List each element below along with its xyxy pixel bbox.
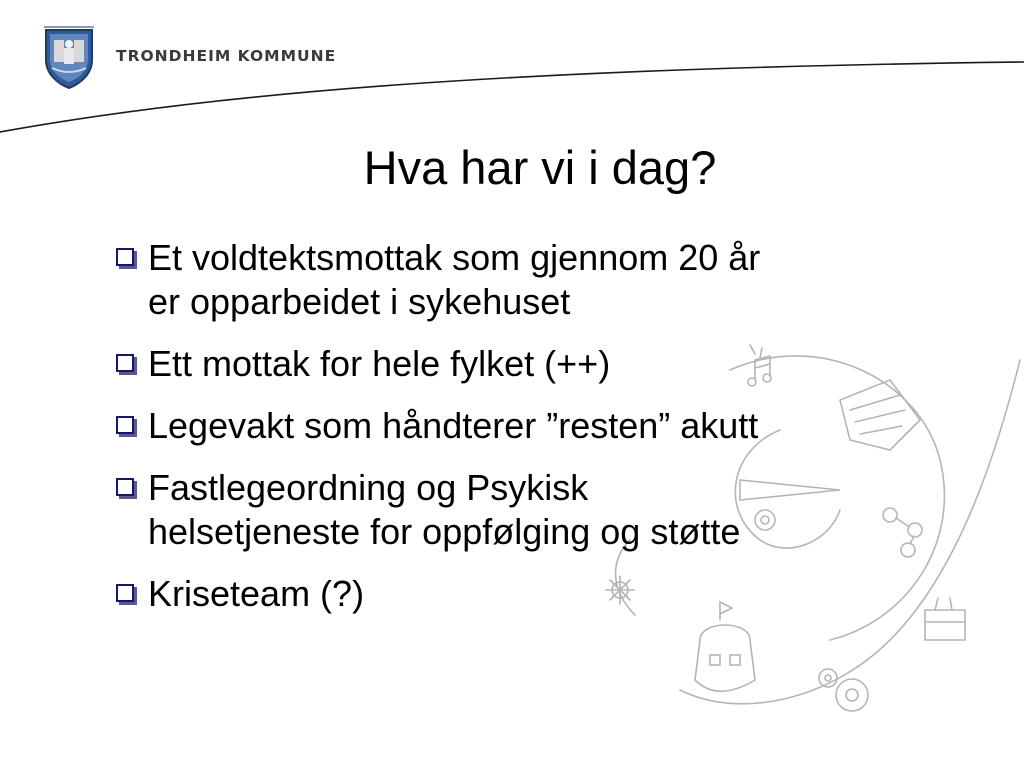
bullet-text-line: helsetjeneste for oppfølging og støtte [148, 511, 741, 552]
organization-name: TRONDHEIM KOMMUNE [116, 47, 337, 65]
bullet-text-line: Fastlegeordning og Psykisk [148, 467, 589, 508]
hollow-square-bullet-icon [116, 584, 134, 602]
bullet-item [112, 342, 992, 386]
bullet-text-line: Legevakt som håndterer ”resten” akutt [148, 405, 759, 446]
bullet-item [112, 572, 992, 616]
bullet-item [112, 404, 992, 448]
hollow-square-bullet-icon [116, 416, 134, 434]
slide-title: Hva har vi i dag? [363, 141, 717, 194]
bullet-list [112, 236, 992, 634]
hollow-square-bullet-icon [116, 248, 134, 266]
bullet-item [112, 466, 992, 554]
bullet-text-line: Et voldtektsmottak som gjennom 20 år [148, 237, 761, 278]
coat-of-arms-icon [40, 24, 98, 90]
header-divider-curve [0, 0, 1024, 150]
bullet-item [112, 236, 992, 324]
hollow-square-bullet-icon [116, 478, 134, 496]
bullet-text-line: Kriseteam (?) [148, 573, 365, 614]
bullet-text-line: Ett mottak for hele fylket (++) [148, 343, 611, 384]
bullet-text-line: er opparbeidet i sykehuset [148, 281, 571, 322]
hollow-square-bullet-icon [116, 354, 134, 372]
